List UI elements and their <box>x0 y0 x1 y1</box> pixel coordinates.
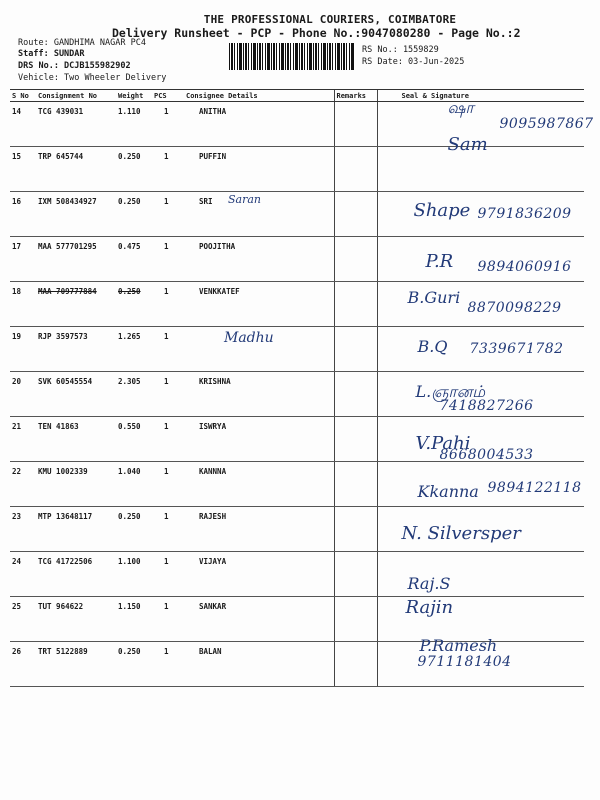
pcs-cell: 1 <box>152 462 184 507</box>
table-row <box>10 552 584 597</box>
remarks-cell <box>334 102 377 147</box>
remarks-cell <box>334 327 377 372</box>
consignee-cell: VIJAYA <box>184 552 334 597</box>
table-row <box>10 507 584 552</box>
weight-cell: 0.250 <box>116 507 152 552</box>
pcs-cell: 1 <box>152 597 184 642</box>
handwritten-phone: 9095987867 <box>499 116 594 132</box>
col-header-remarks: Remarks <box>334 90 377 102</box>
handwritten-note: Madhu <box>224 330 274 346</box>
staff-label: Staff: SUNDAR <box>18 49 85 59</box>
col-header-pcs: PCS <box>152 90 184 102</box>
signature-cell <box>377 237 584 282</box>
consignee-cell: ISWRYA <box>184 417 334 462</box>
handwritten-phone: 7418827266 <box>439 398 534 414</box>
remarks-cell <box>334 552 377 597</box>
consignee-cell: KANNNA <box>184 462 334 507</box>
signature-cell <box>377 462 584 507</box>
weight-cell: 2.305 <box>116 372 152 417</box>
handwritten-phone: 9894060916 <box>477 259 572 275</box>
sno-cell: 25 <box>10 597 36 642</box>
table-row <box>10 462 584 507</box>
table-row <box>10 327 584 372</box>
consignee-cell: PUFFIN <box>184 147 334 192</box>
weight-cell: 1.265 <box>116 327 152 372</box>
handwritten-signature: Kkanna <box>417 482 479 501</box>
signature-cell <box>377 417 584 462</box>
col-header-signature: Seal & Signature <box>377 90 584 102</box>
table-row <box>10 597 584 642</box>
consignment-cell: TEN 41863 <box>36 417 116 462</box>
consignment-cell: RJP 3597573 <box>36 327 116 372</box>
pcs-cell: 1 <box>152 552 184 597</box>
consignee-cell: POOJITHA <box>184 237 334 282</box>
table-row <box>10 147 584 192</box>
handwritten-phone: 9894122118 <box>487 480 582 496</box>
consignment-cell: TUT 964622 <box>36 597 116 642</box>
consignment-cell: TCG 439031 <box>36 102 116 147</box>
consignment-cell: MAA 577701295 <box>36 237 116 282</box>
consignment-cell: KMU 1002339 <box>36 462 116 507</box>
sno-cell: 17 <box>10 237 36 282</box>
consignee-cell: VENKKATEF <box>184 282 334 327</box>
handwritten-signature: Rajin <box>405 597 454 618</box>
handwritten-signature: V.Pahi <box>415 433 471 454</box>
drs-number: DRS No.: DCJB155982902 <box>18 61 131 71</box>
remarks-cell <box>334 192 377 237</box>
table-row <box>10 192 584 237</box>
weight-cell: 1.150 <box>116 597 152 642</box>
sno-cell: 20 <box>10 372 36 417</box>
remarks-cell <box>334 597 377 642</box>
pcs-cell: 1 <box>152 507 184 552</box>
pcs-cell: 1 <box>152 192 184 237</box>
sno-cell: 18 <box>10 282 36 327</box>
weight-cell: 0.250 <box>116 642 152 687</box>
runsheet-table <box>10 89 594 687</box>
barcode <box>229 43 355 70</box>
signature-cell <box>377 597 584 642</box>
table-header-row <box>10 90 584 102</box>
remarks-cell <box>334 372 377 417</box>
signature-cell <box>377 192 584 237</box>
consignee-cell: SANKAR <box>184 597 334 642</box>
weight-cell: 0.250 <box>116 147 152 192</box>
col-header-consignee: Consignee Details <box>184 90 334 102</box>
signature-cell <box>377 282 584 327</box>
company-title: THE PROFESSIONAL COURIERS, COIMBATORE <box>203 13 457 26</box>
pcs-cell: 1 <box>152 237 184 282</box>
vehicle-label: Vehicle: Two Wheeler Delivery <box>18 73 167 83</box>
sno-cell: 15 <box>10 147 36 192</box>
remarks-cell <box>334 147 377 192</box>
rs-number: RS No.: 1559829 <box>362 45 439 55</box>
handwritten-phone: 9711181404 <box>417 654 512 670</box>
rs-date: RS Date: 03-Jun-2025 <box>362 57 465 67</box>
sno-cell: 23 <box>10 507 36 552</box>
signature-cell <box>377 372 584 417</box>
handwritten-signature: L.ஞானம் <box>415 382 486 401</box>
pcs-cell: 1 <box>152 282 184 327</box>
consignment-cell: MAA 709777884 <box>36 282 116 327</box>
signature-cell <box>377 507 584 552</box>
signature-cell <box>377 636 584 687</box>
pcs-cell: 1 <box>152 642 184 687</box>
consignee-cell: ANITHA <box>184 102 334 147</box>
pcs-cell: 1 <box>152 417 184 462</box>
consignee-cell: SRI Saran <box>184 192 334 237</box>
handwritten-signature: Shape <box>413 200 471 221</box>
sno-cell: 14 <box>10 102 36 147</box>
table-row <box>10 372 584 417</box>
handwritten-phone: 8668004533 <box>439 447 534 463</box>
signature-cell <box>377 98 594 155</box>
consignment-cell: MTP 13648117 <box>36 507 116 552</box>
handwritten-signature: P.R <box>425 251 454 272</box>
handwritten-signature: N. Silversper <box>401 523 521 544</box>
pcs-cell: 1 <box>152 102 184 147</box>
table-row <box>10 102 584 147</box>
signature-cell <box>377 147 584 192</box>
weight-cell: 1.040 <box>116 462 152 507</box>
consignment-cell: TCG 41722506 <box>36 552 116 597</box>
weight-cell: 0.550 <box>116 417 152 462</box>
handwritten-note: Saran <box>228 193 261 206</box>
consignment-cell: IXM 508434927 <box>36 192 116 237</box>
handwritten-phone: 9791836209 <box>477 206 572 222</box>
sno-cell: 24 <box>10 552 36 597</box>
remarks-cell <box>334 462 377 507</box>
runsheet-subtitle: Delivery Runsheet - PCP - Phone No.:9047080280 - Page No.:2 <box>112 26 521 40</box>
handwritten-signature: B.Guri <box>407 288 461 307</box>
remarks-cell <box>334 507 377 552</box>
weight-cell: 0.475 <box>116 237 152 282</box>
weight-cell: 1.110 <box>116 102 152 147</box>
consignment-cell: TRT 5122889 <box>36 642 116 687</box>
handwritten-phone: 8870098229 <box>467 300 562 316</box>
route-label: Route: GANDHIMA NAGAR PC4 <box>18 38 146 48</box>
handwritten-signature: Raj.S <box>407 574 451 593</box>
table-row <box>10 642 584 687</box>
signature-cell <box>377 552 584 597</box>
remarks-cell <box>334 417 377 462</box>
sno-cell: 19 <box>10 327 36 372</box>
consignee-cell <box>184 327 334 372</box>
table-row <box>10 282 584 327</box>
consignment-cell: SVK 60545554 <box>36 372 116 417</box>
handwritten-signature: B.Q <box>417 337 448 356</box>
weight-cell: 0.250 <box>116 282 152 327</box>
weight-cell: 1.100 <box>116 552 152 597</box>
handwritten-phone: 7339671782 <box>469 341 564 357</box>
remarks-cell <box>334 237 377 282</box>
consignee-cell: BALAN <box>184 642 334 687</box>
handwritten-signature: P.Ramesh <box>419 636 498 655</box>
consignee-cell: KRISHNA <box>184 372 334 417</box>
sno-cell: 16 <box>10 192 36 237</box>
pcs-cell: 1 <box>152 147 184 192</box>
remarks-cell <box>334 282 377 327</box>
handwritten-signature: ஷா <box>447 98 474 117</box>
table-row <box>10 237 584 282</box>
consignee-cell: RAJESH <box>184 507 334 552</box>
weight-cell: 0.250 <box>116 192 152 237</box>
col-header-weight: Weight <box>116 90 152 102</box>
handwritten-signature: Sam <box>447 134 488 155</box>
pcs-cell: 1 <box>152 327 184 372</box>
pcs-cell: 1 <box>152 372 184 417</box>
remarks-cell <box>334 642 377 687</box>
table-row <box>10 417 584 462</box>
consignment-cell: TRP 645744 <box>36 147 116 192</box>
sno-cell: 21 <box>10 417 36 462</box>
sno-cell: 22 <box>10 462 36 507</box>
signature-cell <box>377 327 584 372</box>
col-header-sno: S No <box>10 90 36 102</box>
col-header-consignment: Consignment No <box>36 90 116 102</box>
sno-cell: 26 <box>10 642 36 687</box>
